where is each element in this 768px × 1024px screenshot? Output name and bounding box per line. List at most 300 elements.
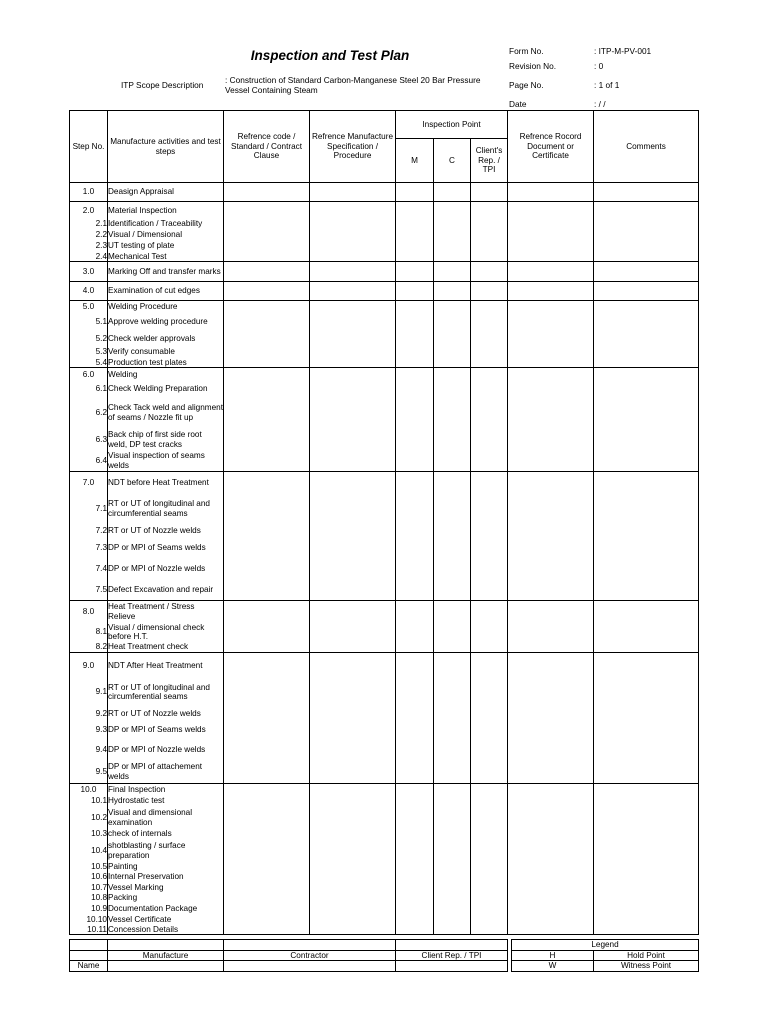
record-cell[interactable]: [508, 538, 594, 558]
ref-spec-cell[interactable]: [310, 313, 396, 332]
ref-code-cell[interactable]: [224, 538, 310, 558]
comments-cell[interactable]: [594, 796, 699, 807]
ref-spec-cell[interactable]: [310, 332, 396, 347]
inspection-c-cell[interactable]: [434, 230, 471, 241]
record-cell[interactable]: [508, 347, 594, 358]
inspection-m-cell[interactable]: [396, 368, 434, 381]
ref-spec-cell[interactable]: [310, 397, 396, 429]
record-cell[interactable]: [508, 707, 594, 721]
inspection-client-cell[interactable]: [471, 451, 508, 472]
ref-spec-cell[interactable]: [310, 893, 396, 904]
inspection-c-cell[interactable]: [434, 829, 471, 840]
ref-code-cell[interactable]: [224, 807, 310, 829]
comments-cell[interactable]: [594, 580, 699, 601]
inspection-m-cell[interactable]: [396, 230, 434, 241]
ref-code-cell[interactable]: [224, 925, 310, 935]
inspection-m-cell[interactable]: [396, 347, 434, 358]
inspection-c-cell[interactable]: [434, 915, 471, 925]
record-cell[interactable]: [508, 252, 594, 262]
record-cell[interactable]: [508, 761, 594, 784]
record-cell[interactable]: [508, 397, 594, 429]
record-cell[interactable]: [508, 623, 594, 642]
inspection-m-cell[interactable]: [396, 739, 434, 761]
ref-spec-cell[interactable]: [310, 653, 396, 678]
inspection-c-cell[interactable]: [434, 761, 471, 784]
ref-spec-cell[interactable]: [310, 538, 396, 558]
manufacture-name-field[interactable]: [108, 961, 224, 972]
ref-spec-cell[interactable]: [310, 301, 396, 313]
inspection-m-cell[interactable]: [396, 893, 434, 904]
inspection-m-cell[interactable]: [396, 282, 434, 301]
record-cell[interactable]: [508, 219, 594, 230]
record-cell[interactable]: [508, 332, 594, 347]
inspection-m-cell[interactable]: [396, 872, 434, 883]
comments-cell[interactable]: [594, 784, 699, 796]
record-cell[interactable]: [508, 796, 594, 807]
comments-cell[interactable]: [594, 653, 699, 678]
inspection-c-cell[interactable]: [434, 347, 471, 358]
ref-spec-cell[interactable]: [310, 721, 396, 739]
ref-code-cell[interactable]: [224, 653, 310, 678]
ref-code-cell[interactable]: [224, 472, 310, 494]
ref-spec-cell[interactable]: [310, 580, 396, 601]
inspection-m-cell[interactable]: [396, 904, 434, 915]
ref-code-cell[interactable]: [224, 219, 310, 230]
ref-code-cell[interactable]: [224, 739, 310, 761]
inspection-c-cell[interactable]: [434, 739, 471, 761]
inspection-client-cell[interactable]: [471, 397, 508, 429]
ref-spec-cell[interactable]: [310, 601, 396, 623]
inspection-c-cell[interactable]: [434, 183, 471, 202]
inspection-client-cell[interactable]: [471, 796, 508, 807]
ref-spec-cell[interactable]: [310, 678, 396, 707]
ref-spec-cell[interactable]: [310, 252, 396, 262]
ref-spec-cell[interactable]: [310, 381, 396, 397]
inspection-c-cell[interactable]: [434, 429, 471, 451]
inspection-m-cell[interactable]: [396, 494, 434, 524]
comments-cell[interactable]: [594, 707, 699, 721]
inspection-client-cell[interactable]: [471, 332, 508, 347]
ref-code-cell[interactable]: [224, 558, 310, 580]
inspection-client-cell[interactable]: [471, 301, 508, 313]
inspection-m-cell[interactable]: [396, 241, 434, 252]
inspection-m-cell[interactable]: [396, 623, 434, 642]
inspection-m-cell[interactable]: [396, 829, 434, 840]
comments-cell[interactable]: [594, 429, 699, 451]
ref-code-cell[interactable]: [224, 761, 310, 784]
inspection-client-cell[interactable]: [471, 252, 508, 262]
ref-code-cell[interactable]: [224, 524, 310, 538]
comments-cell[interactable]: [594, 840, 699, 862]
record-cell[interactable]: [508, 739, 594, 761]
ref-spec-cell[interactable]: [310, 472, 396, 494]
ref-code-cell[interactable]: [224, 840, 310, 862]
inspection-m-cell[interactable]: [396, 219, 434, 230]
ref-spec-cell[interactable]: [310, 904, 396, 915]
inspection-c-cell[interactable]: [434, 862, 471, 872]
record-cell[interactable]: [508, 301, 594, 313]
ref-code-cell[interactable]: [224, 796, 310, 807]
ref-code-cell[interactable]: [224, 301, 310, 313]
comments-cell[interactable]: [594, 642, 699, 653]
inspection-c-cell[interactable]: [434, 219, 471, 230]
ref-code-cell[interactable]: [224, 381, 310, 397]
inspection-c-cell[interactable]: [434, 721, 471, 739]
inspection-client-cell[interactable]: [471, 381, 508, 397]
record-cell[interactable]: [508, 451, 594, 472]
comments-cell[interactable]: [594, 893, 699, 904]
ref-spec-cell[interactable]: [310, 524, 396, 538]
inspection-client-cell[interactable]: [471, 904, 508, 915]
ref-code-cell[interactable]: [224, 347, 310, 358]
inspection-client-cell[interactable]: [471, 494, 508, 524]
record-cell[interactable]: [508, 721, 594, 739]
record-cell[interactable]: [508, 840, 594, 862]
ref-spec-cell[interactable]: [310, 883, 396, 893]
inspection-m-cell[interactable]: [396, 840, 434, 862]
comments-cell[interactable]: [594, 262, 699, 282]
inspection-m-cell[interactable]: [396, 472, 434, 494]
comments-cell[interactable]: [594, 313, 699, 332]
inspection-m-cell[interactable]: [396, 925, 434, 935]
record-cell[interactable]: [508, 904, 594, 915]
client-name-field[interactable]: [396, 961, 508, 972]
comments-cell[interactable]: [594, 282, 699, 301]
ref-code-cell[interactable]: [224, 202, 310, 219]
inspection-client-cell[interactable]: [471, 642, 508, 653]
ref-code-cell[interactable]: [224, 252, 310, 262]
inspection-client-cell[interactable]: [471, 840, 508, 862]
inspection-m-cell[interactable]: [396, 721, 434, 739]
inspection-m-cell[interactable]: [396, 358, 434, 368]
inspection-c-cell[interactable]: [434, 883, 471, 893]
inspection-client-cell[interactable]: [471, 202, 508, 219]
inspection-m-cell[interactable]: [396, 784, 434, 796]
ref-code-cell[interactable]: [224, 494, 310, 524]
ref-spec-cell[interactable]: [310, 429, 396, 451]
inspection-c-cell[interactable]: [434, 241, 471, 252]
record-cell[interactable]: [508, 893, 594, 904]
inspection-client-cell[interactable]: [471, 368, 508, 381]
comments-cell[interactable]: [594, 347, 699, 358]
comments-cell[interactable]: [594, 252, 699, 262]
comments-cell[interactable]: [594, 381, 699, 397]
record-cell[interactable]: [508, 862, 594, 872]
inspection-c-cell[interactable]: [434, 653, 471, 678]
inspection-m-cell[interactable]: [396, 761, 434, 784]
inspection-client-cell[interactable]: [471, 313, 508, 332]
inspection-c-cell[interactable]: [434, 494, 471, 524]
inspection-client-cell[interactable]: [471, 739, 508, 761]
comments-cell[interactable]: [594, 925, 699, 935]
record-cell[interactable]: [508, 829, 594, 840]
inspection-m-cell[interactable]: [396, 301, 434, 313]
inspection-m-cell[interactable]: [396, 202, 434, 219]
inspection-c-cell[interactable]: [434, 381, 471, 397]
inspection-c-cell[interactable]: [434, 524, 471, 538]
ref-code-cell[interactable]: [224, 580, 310, 601]
inspection-c-cell[interactable]: [434, 472, 471, 494]
inspection-client-cell[interactable]: [471, 358, 508, 368]
record-cell[interactable]: [508, 472, 594, 494]
ref-spec-cell[interactable]: [310, 282, 396, 301]
ref-spec-cell[interactable]: [310, 347, 396, 358]
inspection-client-cell[interactable]: [471, 678, 508, 707]
inspection-client-cell[interactable]: [471, 707, 508, 721]
inspection-m-cell[interactable]: [396, 707, 434, 721]
record-cell[interactable]: [508, 601, 594, 623]
inspection-m-cell[interactable]: [396, 601, 434, 623]
inspection-m-cell[interactable]: [396, 642, 434, 653]
inspection-client-cell[interactable]: [471, 347, 508, 358]
record-cell[interactable]: [508, 642, 594, 653]
record-cell[interactable]: [508, 282, 594, 301]
comments-cell[interactable]: [594, 872, 699, 883]
inspection-c-cell[interactable]: [434, 397, 471, 429]
inspection-client-cell[interactable]: [471, 472, 508, 494]
inspection-c-cell[interactable]: [434, 252, 471, 262]
inspection-client-cell[interactable]: [471, 429, 508, 451]
inspection-client-cell[interactable]: [471, 183, 508, 202]
ref-code-cell[interactable]: [224, 862, 310, 872]
inspection-m-cell[interactable]: [396, 332, 434, 347]
comments-cell[interactable]: [594, 862, 699, 872]
record-cell[interactable]: [508, 580, 594, 601]
inspection-client-cell[interactable]: [471, 580, 508, 601]
inspection-client-cell[interactable]: [471, 761, 508, 784]
comments-cell[interactable]: [594, 601, 699, 623]
comments-cell[interactable]: [594, 241, 699, 252]
ref-spec-cell[interactable]: [310, 262, 396, 282]
inspection-client-cell[interactable]: [471, 893, 508, 904]
inspection-m-cell[interactable]: [396, 653, 434, 678]
ref-spec-cell[interactable]: [310, 451, 396, 472]
comments-cell[interactable]: [594, 623, 699, 642]
ref-spec-cell[interactable]: [310, 558, 396, 580]
ref-spec-cell[interactable]: [310, 368, 396, 381]
inspection-m-cell[interactable]: [396, 381, 434, 397]
ref-spec-cell[interactable]: [310, 494, 396, 524]
comments-cell[interactable]: [594, 358, 699, 368]
inspection-m-cell[interactable]: [396, 796, 434, 807]
comments-cell[interactable]: [594, 451, 699, 472]
inspection-client-cell[interactable]: [471, 721, 508, 739]
ref-code-cell[interactable]: [224, 642, 310, 653]
ref-code-cell[interactable]: [224, 915, 310, 925]
ref-spec-cell[interactable]: [310, 829, 396, 840]
ref-code-cell[interactable]: [224, 332, 310, 347]
comments-cell[interactable]: [594, 183, 699, 202]
inspection-m-cell[interactable]: [396, 451, 434, 472]
record-cell[interactable]: [508, 183, 594, 202]
comments-cell[interactable]: [594, 739, 699, 761]
inspection-c-cell[interactable]: [434, 707, 471, 721]
inspection-c-cell[interactable]: [434, 262, 471, 282]
inspection-c-cell[interactable]: [434, 601, 471, 623]
record-cell[interactable]: [508, 202, 594, 219]
comments-cell[interactable]: [594, 761, 699, 784]
inspection-m-cell[interactable]: [396, 915, 434, 925]
inspection-client-cell[interactable]: [471, 862, 508, 872]
inspection-client-cell[interactable]: [471, 538, 508, 558]
comments-cell[interactable]: [594, 538, 699, 558]
comments-cell[interactable]: [594, 301, 699, 313]
inspection-client-cell[interactable]: [471, 883, 508, 893]
record-cell[interactable]: [508, 784, 594, 796]
inspection-client-cell[interactable]: [471, 807, 508, 829]
ref-spec-cell[interactable]: [310, 623, 396, 642]
ref-code-cell[interactable]: [224, 451, 310, 472]
inspection-c-cell[interactable]: [434, 623, 471, 642]
inspection-c-cell[interactable]: [434, 580, 471, 601]
ref-code-cell[interactable]: [224, 623, 310, 642]
ref-spec-cell[interactable]: [310, 358, 396, 368]
comments-cell[interactable]: [594, 202, 699, 219]
inspection-m-cell[interactable]: [396, 524, 434, 538]
inspection-c-cell[interactable]: [434, 282, 471, 301]
inspection-c-cell[interactable]: [434, 202, 471, 219]
ref-spec-cell[interactable]: [310, 840, 396, 862]
inspection-m-cell[interactable]: [396, 262, 434, 282]
inspection-c-cell[interactable]: [434, 872, 471, 883]
inspection-m-cell[interactable]: [396, 807, 434, 829]
inspection-m-cell[interactable]: [396, 397, 434, 429]
ref-spec-cell[interactable]: [310, 862, 396, 872]
ref-code-cell[interactable]: [224, 282, 310, 301]
record-cell[interactable]: [508, 381, 594, 397]
inspection-m-cell[interactable]: [396, 429, 434, 451]
comments-cell[interactable]: [594, 397, 699, 429]
inspection-client-cell[interactable]: [471, 262, 508, 282]
ref-spec-cell[interactable]: [310, 183, 396, 202]
inspection-m-cell[interactable]: [396, 183, 434, 202]
inspection-m-cell[interactable]: [396, 538, 434, 558]
record-cell[interactable]: [508, 678, 594, 707]
inspection-client-cell[interactable]: [471, 925, 508, 935]
ref-code-cell[interactable]: [224, 829, 310, 840]
inspection-client-cell[interactable]: [471, 623, 508, 642]
ref-code-cell[interactable]: [224, 230, 310, 241]
inspection-client-cell[interactable]: [471, 230, 508, 241]
ref-spec-cell[interactable]: [310, 642, 396, 653]
ref-spec-cell[interactable]: [310, 807, 396, 829]
ref-code-cell[interactable]: [224, 429, 310, 451]
ref-spec-cell[interactable]: [310, 784, 396, 796]
ref-code-cell[interactable]: [224, 721, 310, 739]
inspection-client-cell[interactable]: [471, 829, 508, 840]
ref-spec-cell[interactable]: [310, 707, 396, 721]
inspection-m-cell[interactable]: [396, 580, 434, 601]
ref-spec-cell[interactable]: [310, 219, 396, 230]
ref-code-cell[interactable]: [224, 678, 310, 707]
inspection-m-cell[interactable]: [396, 883, 434, 893]
comments-cell[interactable]: [594, 230, 699, 241]
inspection-c-cell[interactable]: [434, 678, 471, 707]
comments-cell[interactable]: [594, 678, 699, 707]
ref-spec-cell[interactable]: [310, 230, 396, 241]
inspection-m-cell[interactable]: [396, 678, 434, 707]
inspection-client-cell[interactable]: [471, 915, 508, 925]
ref-spec-cell[interactable]: [310, 796, 396, 807]
ref-code-cell[interactable]: [224, 904, 310, 915]
record-cell[interactable]: [508, 241, 594, 252]
record-cell[interactable]: [508, 915, 594, 925]
inspection-c-cell[interactable]: [434, 796, 471, 807]
ref-code-cell[interactable]: [224, 358, 310, 368]
ref-code-cell[interactable]: [224, 397, 310, 429]
record-cell[interactable]: [508, 925, 594, 935]
ref-code-cell[interactable]: [224, 601, 310, 623]
inspection-c-cell[interactable]: [434, 893, 471, 904]
ref-code-cell[interactable]: [224, 241, 310, 252]
comments-cell[interactable]: [594, 904, 699, 915]
record-cell[interactable]: [508, 653, 594, 678]
comments-cell[interactable]: [594, 883, 699, 893]
ref-code-cell[interactable]: [224, 707, 310, 721]
contractor-name-field[interactable]: [224, 961, 396, 972]
ref-spec-cell[interactable]: [310, 202, 396, 219]
inspection-c-cell[interactable]: [434, 451, 471, 472]
comments-cell[interactable]: [594, 829, 699, 840]
inspection-c-cell[interactable]: [434, 558, 471, 580]
ref-code-cell[interactable]: [224, 183, 310, 202]
record-cell[interactable]: [508, 558, 594, 580]
ref-code-cell[interactable]: [224, 313, 310, 332]
ref-code-cell[interactable]: [224, 872, 310, 883]
record-cell[interactable]: [508, 872, 594, 883]
inspection-c-cell[interactable]: [434, 332, 471, 347]
inspection-c-cell[interactable]: [434, 840, 471, 862]
ref-spec-cell[interactable]: [310, 872, 396, 883]
record-cell[interactable]: [508, 230, 594, 241]
inspection-c-cell[interactable]: [434, 807, 471, 829]
inspection-m-cell[interactable]: [396, 558, 434, 580]
ref-code-cell[interactable]: [224, 368, 310, 381]
ref-code-cell[interactable]: [224, 262, 310, 282]
inspection-client-cell[interactable]: [471, 872, 508, 883]
record-cell[interactable]: [508, 807, 594, 829]
ref-code-cell[interactable]: [224, 883, 310, 893]
inspection-c-cell[interactable]: [434, 904, 471, 915]
comments-cell[interactable]: [594, 472, 699, 494]
inspection-client-cell[interactable]: [471, 241, 508, 252]
comments-cell[interactable]: [594, 368, 699, 381]
inspection-c-cell[interactable]: [434, 313, 471, 332]
ref-spec-cell[interactable]: [310, 739, 396, 761]
inspection-c-cell[interactable]: [434, 642, 471, 653]
ref-spec-cell[interactable]: [310, 241, 396, 252]
record-cell[interactable]: [508, 524, 594, 538]
inspection-m-cell[interactable]: [396, 862, 434, 872]
inspection-c-cell[interactable]: [434, 368, 471, 381]
comments-cell[interactable]: [594, 807, 699, 829]
ref-code-cell[interactable]: [224, 784, 310, 796]
inspection-c-cell[interactable]: [434, 301, 471, 313]
record-cell[interactable]: [508, 368, 594, 381]
comments-cell[interactable]: [594, 915, 699, 925]
inspection-c-cell[interactable]: [434, 358, 471, 368]
comments-cell[interactable]: [594, 494, 699, 524]
inspection-client-cell[interactable]: [471, 653, 508, 678]
ref-spec-cell[interactable]: [310, 915, 396, 925]
comments-cell[interactable]: [594, 524, 699, 538]
inspection-client-cell[interactable]: [471, 524, 508, 538]
comments-cell[interactable]: [594, 219, 699, 230]
record-cell[interactable]: [508, 883, 594, 893]
inspection-client-cell[interactable]: [471, 558, 508, 580]
comments-cell[interactable]: [594, 721, 699, 739]
inspection-client-cell[interactable]: [471, 784, 508, 796]
